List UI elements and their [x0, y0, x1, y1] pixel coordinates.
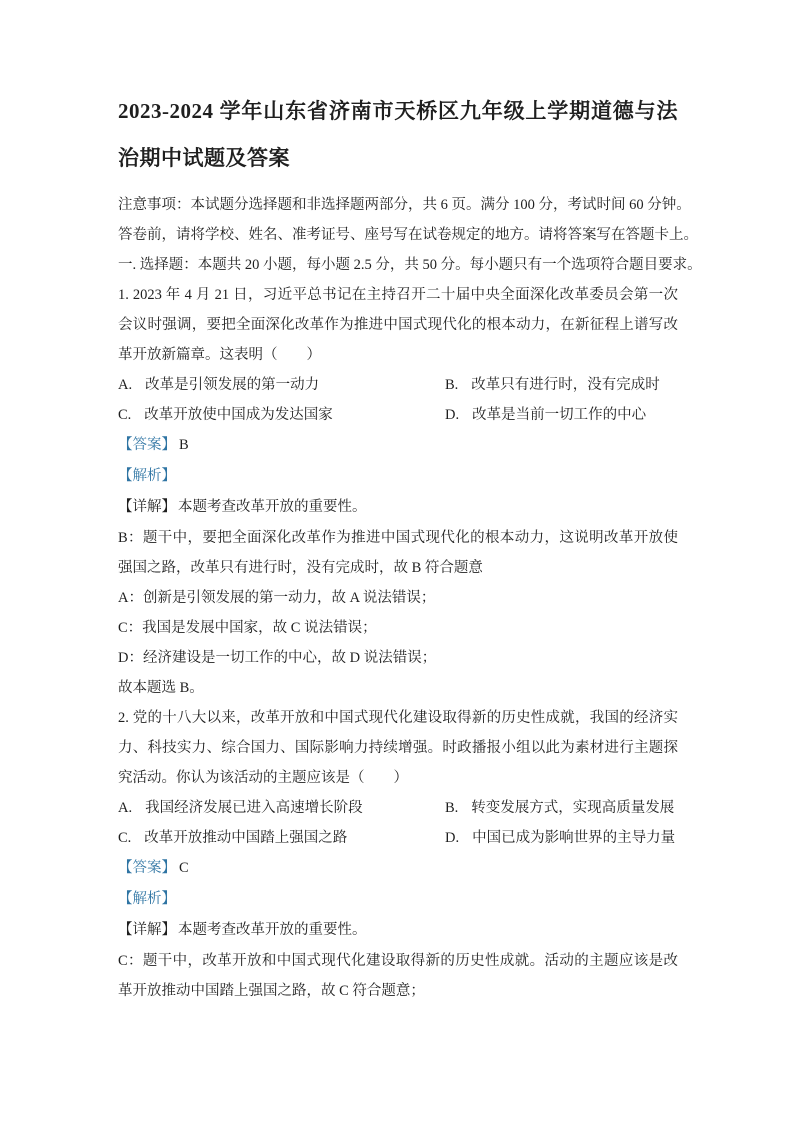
detail-explanation: D：经济建设是一切工作的中心，故 D 说法错误； [118, 650, 437, 666]
option-letter: C. [118, 407, 132, 423]
analysis-label: 【解析】 [118, 891, 176, 907]
option-text: 改革是引领发展的第一动力 [145, 377, 320, 393]
detail-explanation: B：题干中，要把全面深化改革作为推进中国式现代化的根本动力，这说明改革开放使强国之路，改革只有进行时，没有完成时，故 B 符合题意 [118, 530, 678, 576]
option-a [118, 370, 445, 400]
option-text: 改革是当前一切工作的中心 [472, 407, 647, 423]
option-text: 改革开放推动中国踏上强国之路 [144, 830, 348, 846]
option-a [118, 793, 445, 823]
detail-explanation: C：我国是发展中国家，故 C 说法错误； [118, 620, 377, 636]
answer-label: 【答案】 [118, 860, 176, 876]
analysis-line [118, 884, 678, 915]
question-stem: 2. 党的十八大以来，改革开放和中国式现代化建设取得新的历史性成就，我国的经济实力、科技实力、综合国力、国际影响力持续增强。时政播报小组以此为素材进行主题探究活动。你认为该活动的主题应该是（ ） [118, 710, 678, 786]
detail-label: 【详解】 [118, 922, 176, 938]
option-c [118, 400, 445, 430]
option-text: 改革开放使中国成为发达国家 [144, 407, 333, 423]
detail-label: 【详解】 [118, 499, 176, 515]
question-1 [118, 280, 678, 703]
detail-intro: 本题考查改革开放的重要性。 [178, 499, 367, 515]
option-letter: A. [118, 800, 133, 816]
option-b [445, 793, 678, 823]
option-text: 转变发展方式，实现高质量发展 [471, 800, 675, 816]
page-title: 2023-2024 学年山东省济南市天桥区九年级上学期道德与法治期中试题及答案 [118, 99, 678, 170]
analysis-line [118, 461, 678, 492]
option-text: 中国已成为影响世界的主导力量 [472, 830, 676, 846]
analysis-label: 【解析】 [118, 468, 176, 484]
detail-explanation: A：创新是引领发展的第一动力，故 A 说法错误； [118, 590, 436, 606]
answer-line [118, 430, 678, 461]
notice-line: 一. 选择题：本题共 20 小题，每小题 2.5 分，共 50 分。每小题只有一个选项符合题目要求。 [118, 257, 702, 273]
option-d [445, 400, 678, 430]
detail-line [118, 492, 678, 523]
notice-line: 注意事项：本试题分选择题和非选择题两部分，共 6 页。满分 100 分，考试时间 60 分钟。 [118, 197, 691, 213]
option-text: 改革只有进行时，没有完成时 [471, 377, 660, 393]
detail-conclusion: 故本题选 B。 [118, 680, 204, 696]
question-stem: 1. 2023 年 4 月 21 日，习近平总书记在主持召开二十届中央全面深化改革委员会第一次会议时强调，要把全面深化改革作为推进中国式现代化的根本动力，在新征程上谱写改革开放新篇章。这表明（ ） [118, 287, 678, 363]
question-2 [118, 703, 678, 1006]
option-letter: D. [445, 830, 460, 846]
option-letter: A. [118, 377, 133, 393]
option-letter: C. [118, 830, 132, 846]
question-options [118, 370, 678, 430]
detail-intro: 本题考查改革开放的重要性。 [178, 922, 367, 938]
answer-label: 【答案】 [118, 437, 176, 453]
option-text: 我国经济发展已进入高速增长阶段 [145, 800, 363, 816]
notice-line: 答卷前，请将学校、姓名、准考证号、座号写在试卷规定的地方。请将答案写在答题卡上。 [118, 227, 698, 243]
answer-value: B [179, 437, 189, 453]
option-b [445, 370, 678, 400]
answer-line [118, 853, 678, 884]
exam-notice [118, 190, 702, 280]
question-options [118, 793, 678, 853]
detail-explanation: C：题干中，改革开放和中国式现代化建设取得新的历史性成就。活动的主题应该是改革开放推动中国踏上强国之路，故 C 符合题意； [118, 953, 678, 999]
detail-line [118, 915, 678, 946]
option-letter: D. [445, 407, 460, 423]
option-letter: B. [445, 800, 459, 816]
option-letter: B. [445, 377, 459, 393]
option-c [118, 823, 445, 853]
answer-value: C [179, 860, 189, 876]
option-d [445, 823, 678, 853]
